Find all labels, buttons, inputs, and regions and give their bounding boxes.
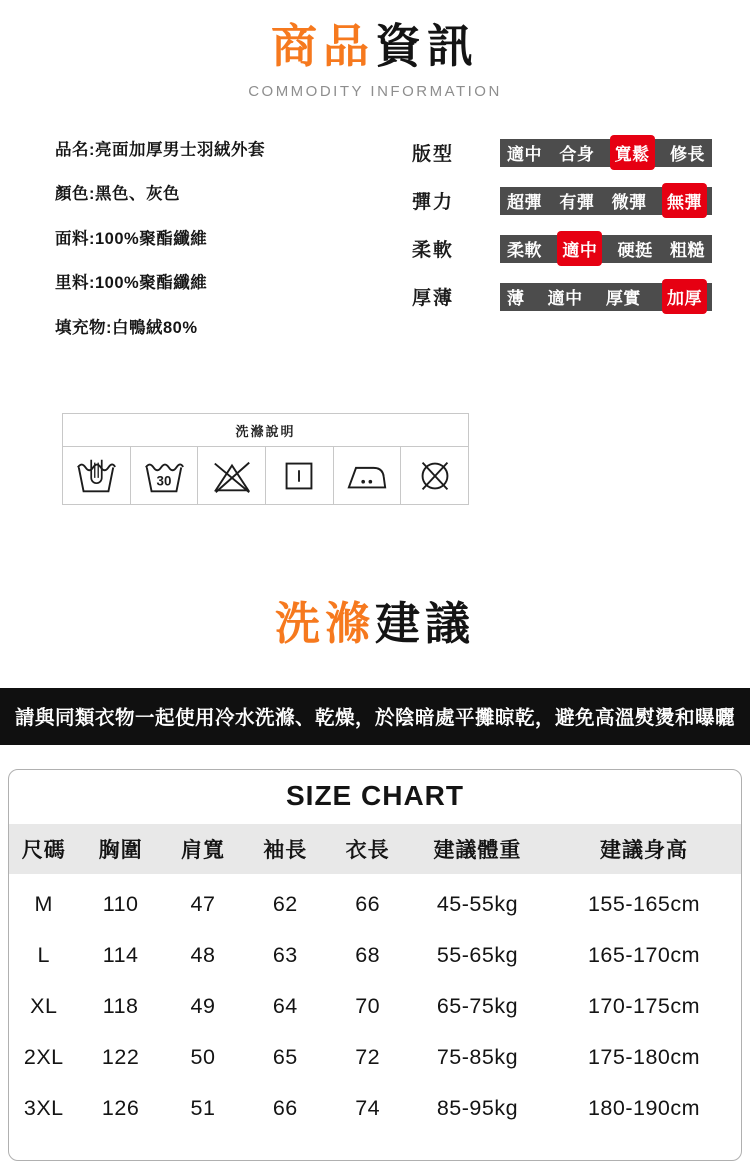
size-chart-cell: 65	[272, 1045, 298, 1070]
size-chart-cell: 70	[355, 994, 381, 1019]
size-chart-cell: 180-190cm	[587, 1096, 701, 1121]
size-chart-cell: 110	[102, 892, 139, 917]
product-detail-line: 里料:100%聚酯纖維	[55, 274, 208, 293]
size-chart-cell: 65-75kg	[436, 994, 519, 1019]
attribute-row-softness	[412, 235, 712, 263]
size-chart-cell: 64	[272, 994, 298, 1019]
size-chart-header: 衣長	[345, 839, 390, 863]
size-chart-cell: 3XL	[23, 1096, 64, 1121]
attribute-row-thickness	[412, 283, 712, 311]
attribute-option: 薄	[507, 289, 525, 309]
wash-instructions-title: 洗滌說明	[63, 414, 468, 447]
attribute-option: 修長	[669, 145, 705, 165]
size-chart-cell: 170-175cm	[587, 994, 701, 1019]
attribute-option: 柔軟	[507, 241, 542, 261]
size-chart-cell: 165-170cm	[587, 943, 701, 968]
attribute-option: 硬挺	[617, 241, 653, 261]
size-chart-header: 建議身高	[599, 839, 688, 863]
attribute-option: 厚實	[605, 289, 641, 309]
page-title	[0, 20, 750, 73]
size-chart-cell: 85-95kg	[436, 1096, 519, 1121]
size-chart-row	[9, 930, 741, 981]
attribute-options-bar	[500, 283, 712, 311]
size-chart-cell: 66	[355, 892, 381, 917]
attribute-label: 厚薄	[412, 288, 455, 310]
attribute-option-selected: 無彈	[662, 183, 707, 218]
attribute-options-bar	[500, 235, 712, 263]
size-chart-cell: 114	[102, 943, 139, 968]
attribute-label: 柔軟	[412, 240, 455, 262]
size-chart-cell: 51	[190, 1096, 216, 1121]
attribute-row-elasticity	[412, 187, 712, 215]
size-chart-cell: 75-85kg	[436, 1045, 519, 1070]
size-chart-header: 袖長	[263, 839, 308, 863]
attribute-option: 粗糙	[669, 241, 705, 261]
size-chart-row	[9, 874, 741, 930]
size-chart-cell: 74	[355, 1096, 381, 1121]
size-chart-row	[9, 1083, 741, 1134]
attribute-option: 合身	[559, 145, 595, 165]
size-chart-row	[9, 981, 741, 1032]
attribute-row-fit	[412, 139, 712, 167]
size-chart-header: 尺碼	[21, 839, 66, 863]
size-chart-cell: 47	[190, 892, 216, 917]
size-chart-cell: 45-55kg	[436, 892, 519, 917]
page-title-accent: 商品	[271, 20, 375, 72]
hand-wash-icon	[63, 447, 131, 504]
wash-advice-title-rest: 建議	[375, 598, 476, 650]
drip-dry-icon	[266, 447, 334, 504]
wash-30-degrees-icon	[131, 447, 199, 504]
size-chart-cell: 66	[272, 1096, 298, 1121]
attribute-label: 彈力	[412, 192, 455, 214]
attribute-label: 版型	[412, 144, 455, 166]
product-detail-list	[55, 136, 395, 359]
size-chart-cell: 72	[355, 1045, 381, 1070]
attribute-option-selected: 適中	[557, 231, 602, 266]
size-chart-header: 建議體重	[433, 839, 522, 863]
size-chart-row	[9, 1032, 741, 1083]
size-chart-cell: 2XL	[23, 1045, 64, 1070]
wash-icons-row	[63, 447, 468, 504]
wash-notice-banner: 請與同類衣物一起使用冷水洗滌、乾燥，於陰暗處平攤晾乾，避免高溫熨燙和曝曬	[0, 688, 750, 745]
size-chart-cell: 50	[190, 1045, 216, 1070]
product-info-section	[0, 100, 750, 359]
size-chart-title: SIZE CHART	[286, 780, 464, 812]
wash-advice-title-accent: 洗滌	[274, 598, 375, 650]
attribute-option-selected: 寬鬆	[610, 135, 655, 170]
do-not-bleach-icon	[198, 447, 266, 504]
product-detail-line: 顏色:黑色、灰色	[55, 185, 180, 204]
size-chart-cell: 62	[272, 892, 298, 917]
attribute-rows	[412, 136, 712, 359]
size-chart-cell: 122	[101, 1045, 140, 1070]
size-chart-cell: 49	[190, 994, 216, 1019]
page-header	[0, 0, 750, 100]
size-chart-cell: M	[34, 892, 53, 917]
size-chart-cell: 126	[101, 1096, 140, 1121]
size-chart-header: 肩寬	[180, 839, 225, 863]
size-chart-cell: 118	[102, 994, 139, 1019]
size-chart-cell: L	[37, 943, 50, 968]
product-detail-line: 品名:亮面加厚男士羽絨外套	[55, 140, 265, 159]
size-chart-panel	[8, 769, 742, 1161]
size-chart-body	[9, 874, 741, 1134]
attribute-option: 有彈	[559, 193, 595, 213]
do-not-dry-clean-icon	[401, 447, 468, 504]
attribute-option: 微彈	[611, 193, 647, 213]
wash-temp-label: 30	[156, 473, 172, 489]
size-chart-cell: 63	[272, 943, 298, 968]
attribute-options-bar	[500, 139, 712, 167]
product-detail-line: 填充物:白鴨絨80%	[55, 318, 198, 337]
size-chart-header-row	[9, 824, 741, 874]
page-subtitle: COMMODITY INFORMATION	[248, 82, 502, 100]
size-chart-cell: 55-65kg	[436, 943, 519, 968]
size-chart-table	[9, 824, 741, 1134]
size-chart-cell: XL	[30, 994, 58, 1019]
product-detail-line: 面料:100%聚酯纖維	[55, 229, 208, 248]
page-title-rest: 資訊	[375, 20, 479, 72]
iron-medium-heat-icon	[334, 447, 402, 504]
size-chart-cell: 48	[190, 943, 216, 968]
attribute-options-bar	[500, 187, 712, 215]
wash-advice-title	[0, 587, 750, 652]
attribute-option-selected: 加厚	[662, 279, 707, 314]
attribute-option: 適中	[507, 145, 542, 165]
wash-instructions-box	[62, 413, 469, 505]
size-chart-cell: 68	[355, 943, 381, 968]
size-chart-cell: 175-180cm	[587, 1045, 701, 1070]
attribute-option: 適中	[547, 289, 583, 309]
size-chart-header: 胸圍	[98, 839, 143, 863]
attribute-option: 超彈	[507, 193, 542, 213]
size-chart-cell: 155-165cm	[587, 892, 701, 917]
